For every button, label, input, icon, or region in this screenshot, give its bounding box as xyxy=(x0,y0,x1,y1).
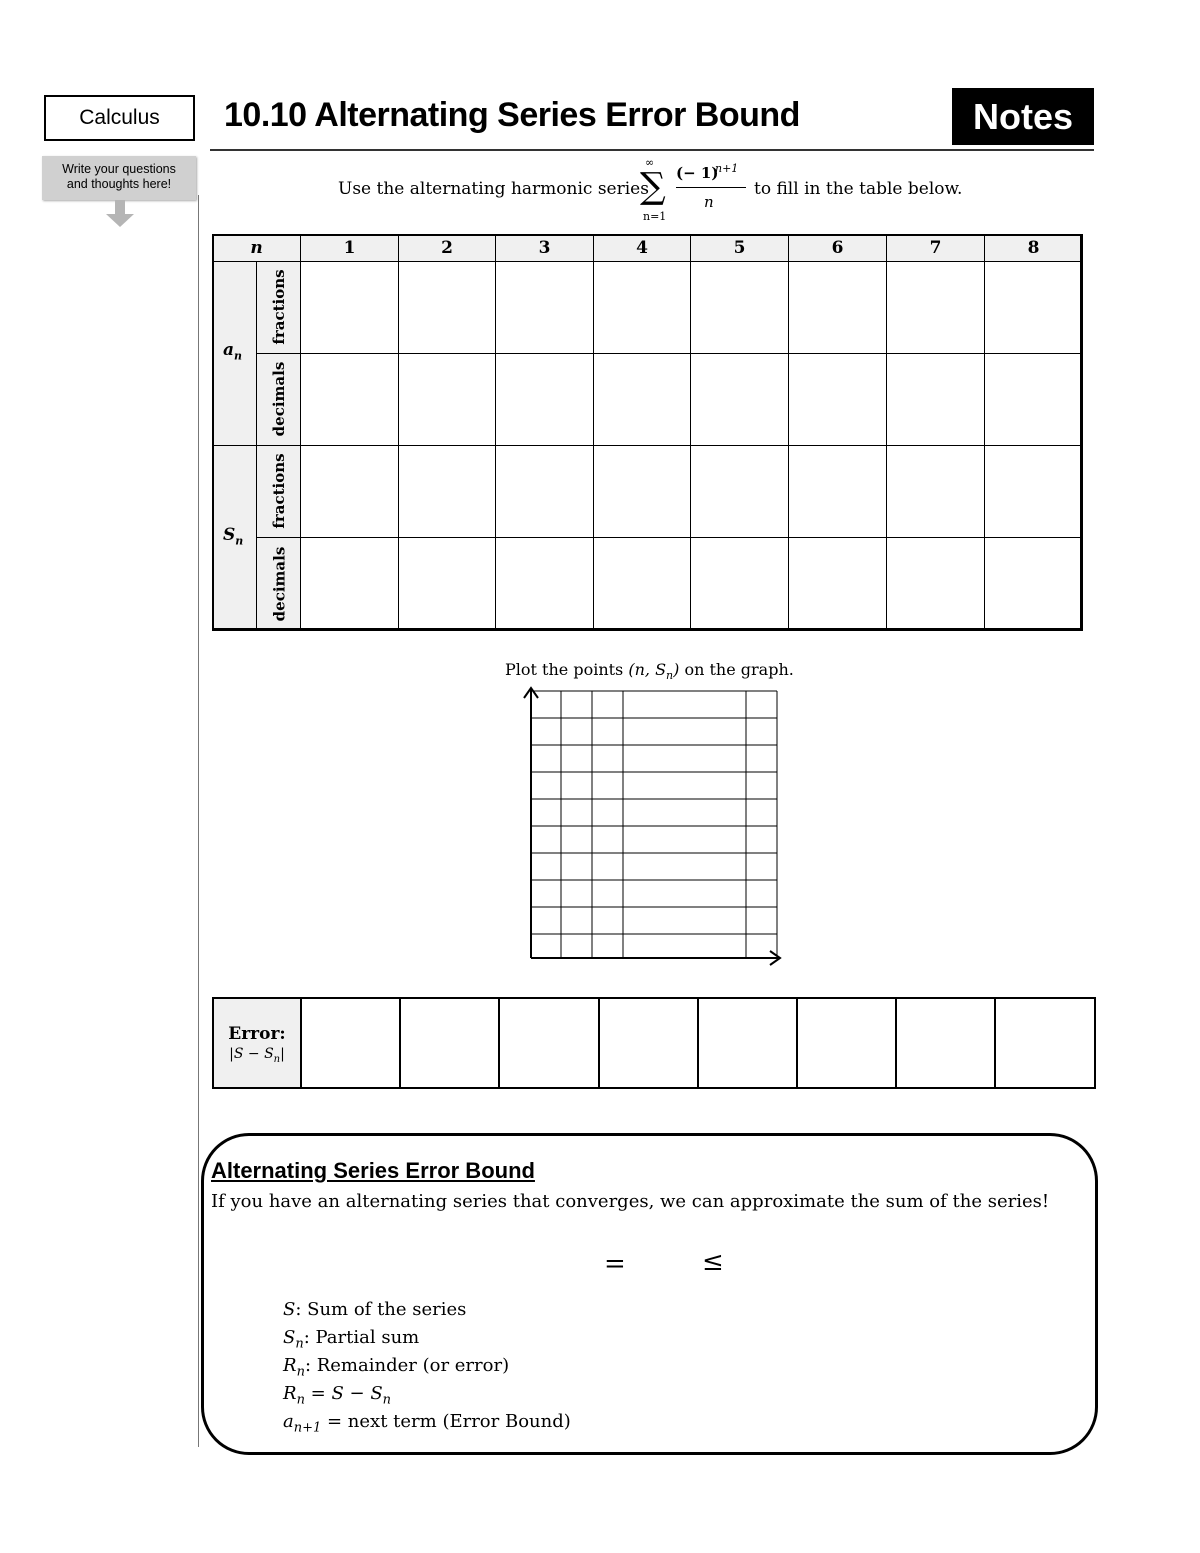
table-header-col-label: 1 xyxy=(343,238,356,258)
error-table xyxy=(212,997,1096,1089)
course-label: Calculus xyxy=(44,95,195,141)
group-label-an xyxy=(212,261,257,446)
table-header-n xyxy=(212,234,301,262)
table-header-col xyxy=(495,234,594,262)
error-formula-close: | xyxy=(280,1046,285,1062)
notes-badge: Notes xyxy=(952,88,1094,145)
table-header-col-label: 5 xyxy=(733,238,746,258)
table-header-col xyxy=(886,234,985,262)
group-label-sn-text xyxy=(223,525,243,547)
down-arrow-icon xyxy=(106,200,134,228)
table-header-col xyxy=(300,234,399,262)
page-title: 10.10 Alternating Series Error Bound xyxy=(224,96,800,134)
answer-cell[interactable] xyxy=(593,537,691,631)
definition-symbol: R xyxy=(283,1355,297,1376)
error-answer-cell[interactable] xyxy=(697,997,798,1089)
graph-caption-close: ) xyxy=(673,660,680,679)
series-exponent: n+1 xyxy=(715,162,739,175)
row-label: decimals xyxy=(270,361,288,437)
graph-caption xyxy=(505,660,794,682)
error-formula xyxy=(214,1046,300,1065)
definition-text: = next term (Error Bound) xyxy=(321,1411,571,1432)
row-label-cell xyxy=(256,537,301,631)
row-label: decimals xyxy=(270,546,288,621)
leq-symbol: ≤ xyxy=(702,1247,724,1277)
answer-cell[interactable] xyxy=(495,261,594,354)
answer-cell[interactable] xyxy=(300,261,399,354)
definition-line xyxy=(283,1327,419,1352)
definition-line xyxy=(283,1411,571,1436)
answer-cell[interactable] xyxy=(690,353,789,446)
series-denominator: n xyxy=(704,193,714,211)
answer-cell[interactable] xyxy=(984,537,1083,631)
answer-cell[interactable] xyxy=(690,537,789,631)
definition-subscript: n xyxy=(296,1392,305,1408)
equals-symbol: = xyxy=(604,1249,626,1279)
definition-line xyxy=(283,1299,466,1320)
series-table xyxy=(212,234,1082,630)
margin-note-line-1: Write your questions xyxy=(62,162,176,176)
answer-cell[interactable] xyxy=(300,445,399,538)
row-label-cell xyxy=(256,261,301,354)
error-formula-sub: n xyxy=(273,1053,281,1065)
answer-cell[interactable] xyxy=(398,261,496,354)
answer-cell[interactable] xyxy=(886,537,985,631)
graph-caption-before: Plot the points xyxy=(505,660,629,679)
definition-subscript: n xyxy=(295,1336,304,1352)
table-header-col-label: 8 xyxy=(1027,238,1040,258)
group-label-sn-symbol: S xyxy=(223,524,236,545)
answer-cell[interactable] xyxy=(984,353,1083,446)
instruction-line xyxy=(338,157,1038,227)
box-intro: If you have an alternating series that converges, we can approximate the sum of the series! xyxy=(211,1191,1050,1212)
graph-caption-sub: n xyxy=(666,669,674,683)
sigma-symbol: ∑ xyxy=(640,166,666,207)
answer-cell[interactable] xyxy=(788,445,887,538)
definition-symbol: R xyxy=(283,1383,297,1404)
definition-text: : Remainder (or error) xyxy=(304,1355,510,1376)
table-header-col-label: 2 xyxy=(441,238,453,258)
definition-symbol: a xyxy=(283,1411,294,1432)
answer-cell[interactable] xyxy=(593,353,691,446)
answer-cell[interactable] xyxy=(788,537,887,631)
answer-cell[interactable] xyxy=(593,261,691,354)
error-label: Error: xyxy=(228,1024,286,1044)
answer-cell[interactable] xyxy=(593,445,691,538)
definition-subscript-2: n xyxy=(382,1392,392,1408)
answer-cell[interactable] xyxy=(984,445,1083,538)
margin-note-callout xyxy=(42,156,196,200)
table-header-n-label: n xyxy=(250,238,263,258)
answer-cell[interactable] xyxy=(398,445,496,538)
error-answer-cell[interactable] xyxy=(796,997,897,1089)
table-header-col xyxy=(788,234,887,262)
graph-caption-point: (n, S xyxy=(628,660,667,679)
answer-cell[interactable] xyxy=(788,353,887,446)
definition-text: = S − S xyxy=(304,1383,383,1404)
error-answer-cell[interactable] xyxy=(300,997,401,1089)
definition-subscript: n+1 xyxy=(293,1420,322,1436)
group-label-sn xyxy=(212,445,257,631)
error-answer-cell[interactable] xyxy=(895,997,996,1089)
group-label-an-symbol: a xyxy=(223,340,235,360)
group-label-an-text xyxy=(223,340,242,362)
error-label-cell xyxy=(212,997,302,1089)
margin-note-line-2: and thoughts here! xyxy=(66,177,172,191)
answer-cell[interactable] xyxy=(886,353,985,446)
row-label: fractions xyxy=(270,453,288,529)
answer-cell[interactable] xyxy=(300,353,399,446)
definition-subscript: n xyxy=(296,1364,305,1380)
table-header-col-label: 4 xyxy=(636,238,648,258)
title-divider xyxy=(210,149,1094,151)
coordinate-grid xyxy=(520,686,786,968)
answer-cell[interactable] xyxy=(690,445,789,538)
graph-caption-after: on the graph. xyxy=(679,660,794,679)
answer-cell[interactable] xyxy=(495,537,594,631)
definition-text: : Partial sum xyxy=(303,1327,420,1348)
definition-line xyxy=(283,1383,391,1408)
group-label-an-subscript: n xyxy=(234,349,243,363)
table-header-col xyxy=(984,234,1083,262)
sum-upper-limit: ∞ xyxy=(645,156,655,169)
answer-cell[interactable] xyxy=(886,261,985,354)
margin-divider xyxy=(198,195,199,1447)
error-answer-cell[interactable] xyxy=(598,997,699,1089)
table-header-col-label: 7 xyxy=(929,238,942,258)
definition-text: : Sum of the series xyxy=(295,1299,467,1320)
sum-lower-limit: n=1 xyxy=(643,210,667,223)
instruction-text-after: to fill in the table below. xyxy=(754,179,963,199)
row-label-cell xyxy=(256,445,301,538)
instruction-text-before: Use the alternating harmonic series xyxy=(338,179,649,199)
error-answer-cell[interactable] xyxy=(498,997,600,1089)
group-label-sn-subscript: n xyxy=(235,533,244,547)
answer-cell[interactable] xyxy=(984,261,1083,354)
box-heading: Alternating Series Error Bound xyxy=(211,1158,535,1183)
table-header-col-label: 6 xyxy=(831,238,844,258)
answer-cell[interactable] xyxy=(398,353,496,446)
answer-cell[interactable] xyxy=(495,353,594,446)
table-header-col xyxy=(398,234,496,262)
fraction-bar xyxy=(676,187,746,188)
error-formula-main: |S − S xyxy=(229,1046,274,1062)
definition-line xyxy=(283,1355,509,1380)
definition-symbol: S xyxy=(283,1327,296,1348)
row-label-cell xyxy=(256,353,301,446)
answer-cell[interactable] xyxy=(788,261,887,354)
definition-symbol: S xyxy=(283,1299,296,1320)
table-header-col xyxy=(593,234,691,262)
answer-cell[interactable] xyxy=(886,445,985,538)
row-label: fractions xyxy=(270,269,288,345)
error-answer-cell[interactable] xyxy=(994,997,1096,1089)
series-numerator: (− 1) xyxy=(676,164,719,182)
answer-cell[interactable] xyxy=(690,261,789,354)
answer-cell[interactable] xyxy=(495,445,594,538)
answer-cell[interactable] xyxy=(300,537,399,631)
table-header-col xyxy=(690,234,789,262)
table-header-col-label: 3 xyxy=(538,238,551,258)
error-answer-cell[interactable] xyxy=(399,997,500,1089)
answer-cell[interactable] xyxy=(398,537,496,631)
